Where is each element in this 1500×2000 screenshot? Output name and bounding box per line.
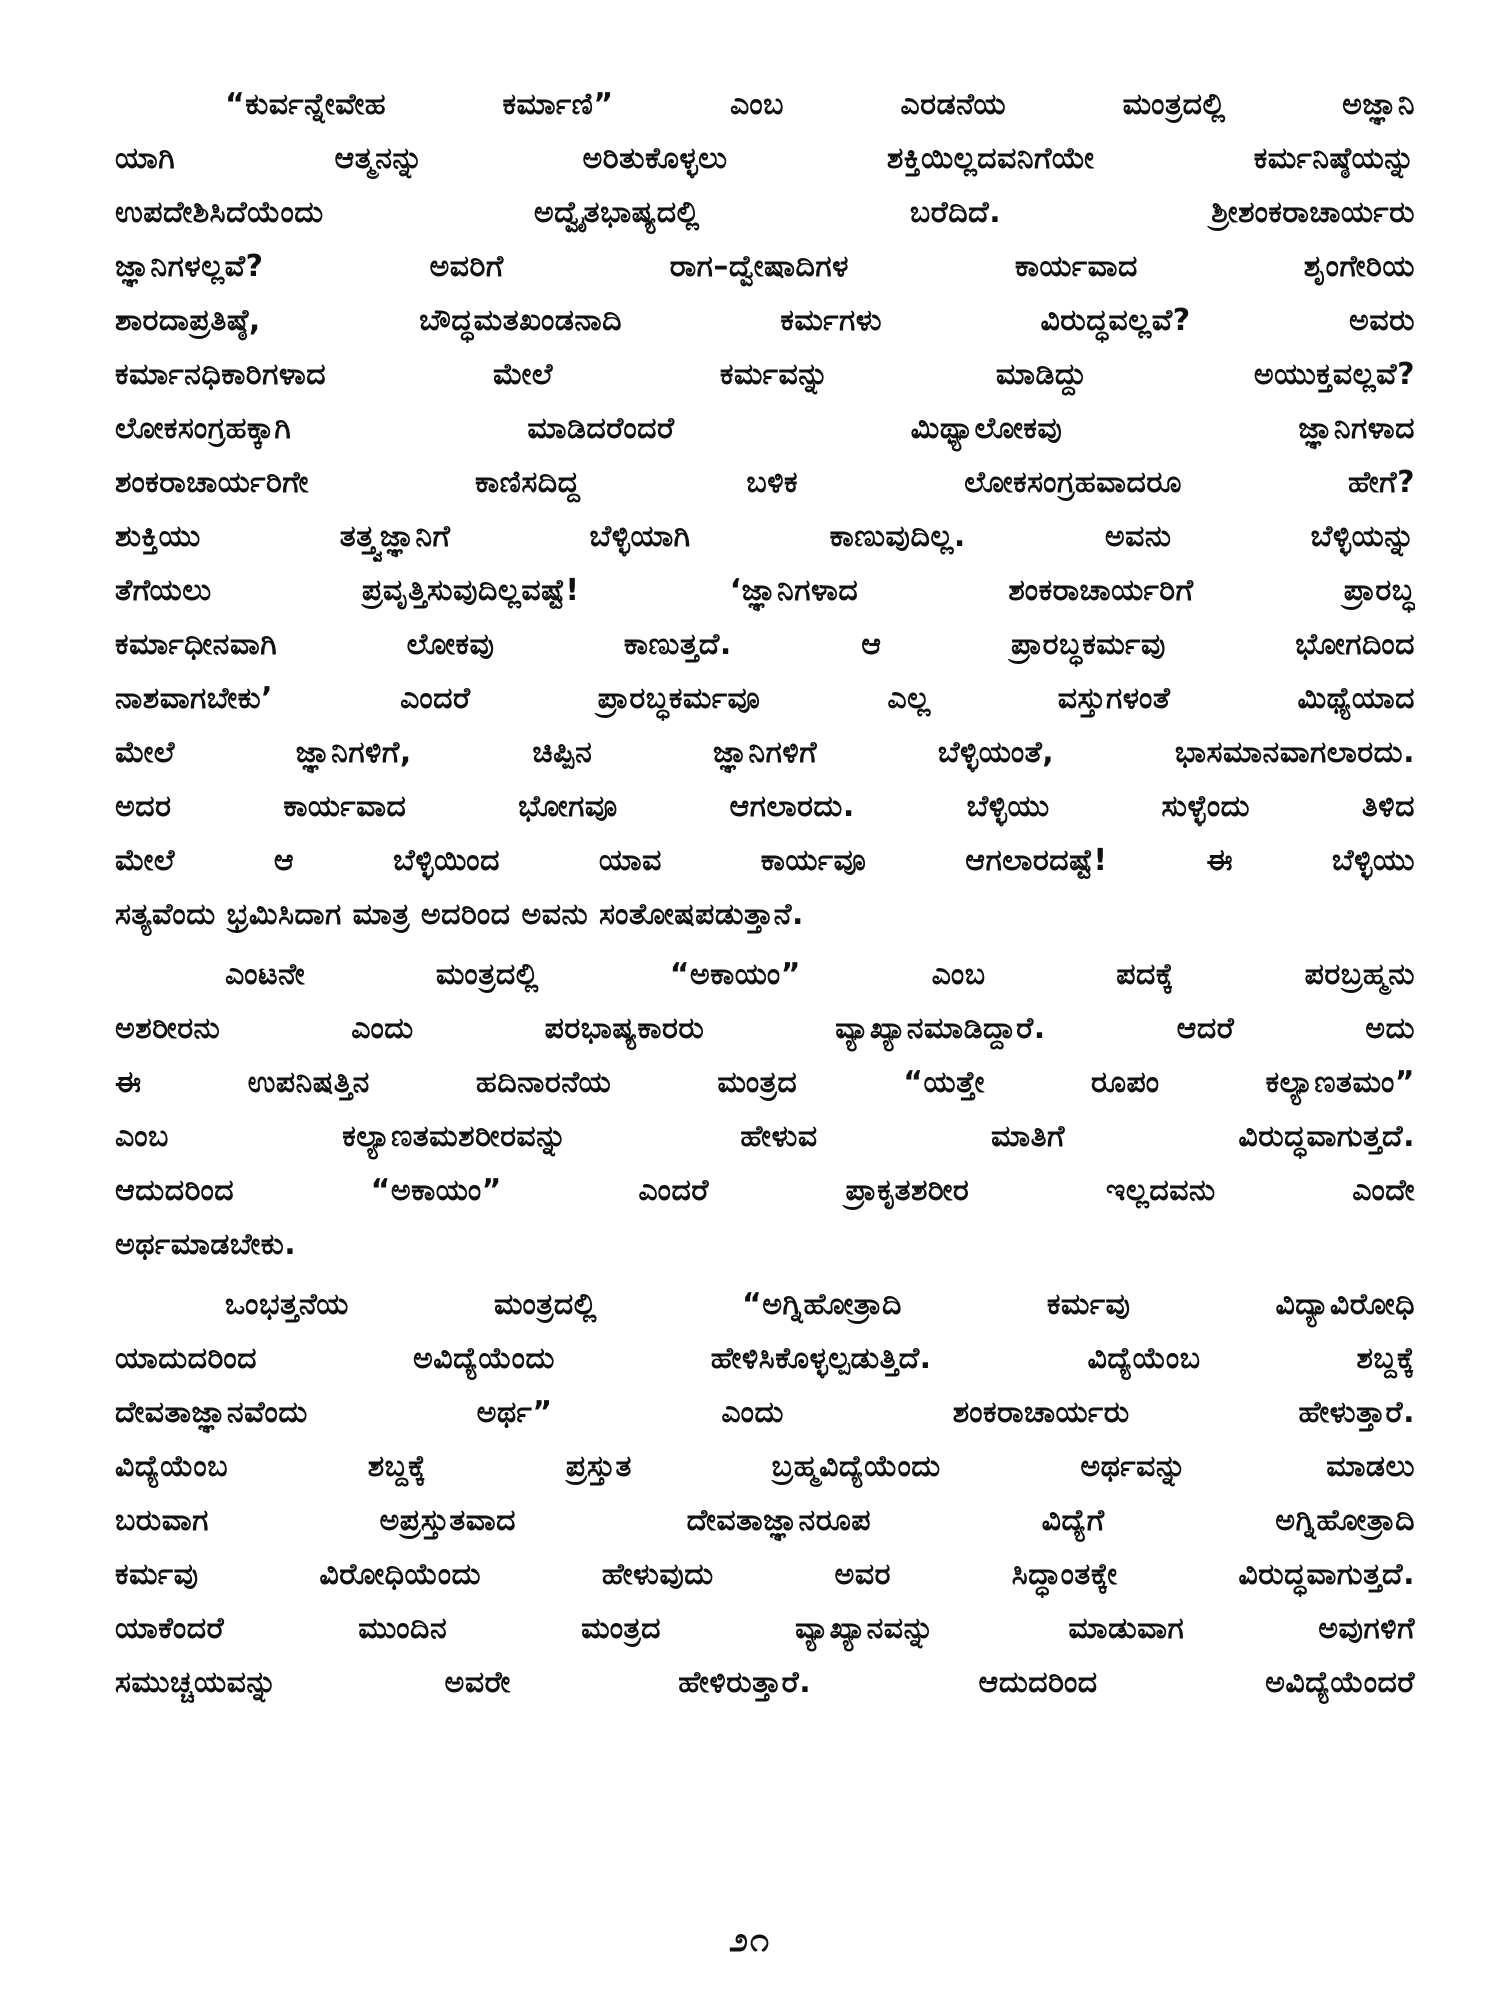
text-line: ಕರ್ಮವು ವಿರೋಧಿಯೆಂದು ಹೇಳುವುದು ಅವರ ಸಿದ್ಧಾಂತಕ್ಕೇ ವಿರುದ್ಧವಾಗುತ್ತದೆ.	[115, 1557, 1415, 1592]
text-line: ಅದರ ಕಾರ್ಯವಾದ ಭೋಗವೂ ಆಗಲಾರದು. ಬೆಳ್ಳಿಯು ಸುಳ್ಳೆಂದು ತಿಳಿದ	[115, 789, 1415, 824]
text-line: ಶಂಕರಾಚಾರ್ಯರಿಗೇ ಕಾಣಿಸದಿದ್ದ ಬಳಿಕ ಲೋಕಸಂಗ್ರಹವಾದರೂ ಹೇಗೆ?	[115, 465, 1415, 500]
text-line: ಯಾಗಿ ಆತ್ಮನನ್ನು ಅರಿತುಕೊಳ್ಳಲು ಶಕ್ತಿಯಿಲ್ಲದವನಿಗೆಯೇ ಕರ್ಮನಿಷ್ಠೆಯನ್ನು	[115, 141, 1415, 176]
text-line: ಸಮುಚ್ಚಯವನ್ನು ಅವರೇ ಹೇಳಿರುತ್ತಾರೆ. ಆದುದರಿಂದ ಅವಿದ್ಯೆಯೆಂದರೆ	[115, 1665, 1415, 1700]
text-line: ಶಾರದಾಪ್ರತಿಷ್ಠೆ, ಬೌದ್ಧಮತಖಂಡನಾದಿ ಕರ್ಮಗಳು ವಿರುದ್ಧವಲ್ಲವೆ? ಅವರು	[115, 303, 1415, 338]
text-line: ಮೇಲೆ ಜ್ಞಾನಿಗಳಿಗೆ, ಚಿಪ್ಪಿನ ಜ್ಞಾನಿಗಳಿಗೆ ಬೆಳ್ಳಿಯಂತೆ, ಭಾಸಮಾನವಾಗಲಾರದು.	[115, 735, 1415, 770]
text-line: ಶುಕ್ತಿಯು ತತ್ತ್ವಜ್ಞಾನಿಗೆ ಬೆಳ್ಳಿಯಾಗಿ ಕಾಣುವುದಿಲ್ಲ. ಅವನು ಬೆಳ್ಳಿಯನ್ನು	[115, 519, 1415, 554]
text-line: ಬರುವಾಗ ಅಪ್ರಸ್ತುತವಾದ ದೇವತಾಜ್ಞಾನರೂಪ ವಿದ್ಯೆಗೆ ಅಗ್ನಿಹೋತ್ರಾದಿ	[115, 1503, 1415, 1538]
text-line: ಲೋಕಸಂಗ್ರಹಕ್ಕಾಗಿ ಮಾಡಿದರೆಂದರೆ ಮಿಥ್ಯಾಲೋಕವು ಜ್ಞಾನಿಗಳಾದ	[115, 411, 1415, 446]
page-number: ೨೧	[728, 1920, 772, 1960]
text-line: ಎಂಬ ಕಲ್ಯಾಣತಮಶರೀರವನ್ನು ಹೇಳುವ ಮಾತಿಗೆ ವಿರುದ್ಧವಾಗುತ್ತದೆ.	[115, 1119, 1415, 1154]
text-line: ಕರ್ಮಾಧೀನವಾಗಿ ಲೋಕವು ಕಾಣುತ್ತದೆ. ಆ ಪ್ರಾರಬ್ಧಕರ್ಮವು ಭೋಗದಿಂದ	[115, 627, 1415, 662]
text-line: ಯಾದುದರಿಂದ ಅವಿದ್ಯೆಯೆಂದು ಹೇಳಿಸಿಕೊಳ್ಳಲ್ಪಡುತ್ತಿದೆ. ವಿದ್ಯೆಯೆಂಬ ಶಬ್ದಕ್ಕೆ	[115, 1341, 1415, 1376]
text-line: ಸತ್ಯವೆಂದು ಭ್ರಮಿಸಿದಾಗ ಮಾತ್ರ ಅದರಿಂದ ಅವನು ಸಂತೋಷಪಡುತ್ತಾನೆ.	[115, 897, 804, 932]
text-line: ಯಾಕೆಂದರೆ ಮುಂದಿನ ಮಂತ್ರದ ವ್ಯಾಖ್ಯಾನವನ್ನು ಮಾಡುವಾಗ ಅವುಗಳಿಗೆ	[115, 1611, 1415, 1646]
text-line: ಎಂಟನೇ ಮಂತ್ರದಲ್ಲಿ “ಅಕಾಯಂ” ಎಂಬ ಪದಕ್ಕೆ ಪರಬ್ರಹ್ಮನು	[225, 957, 1415, 992]
text-line: ಅರ್ಥಮಾಡಬೇಕು.	[115, 1227, 297, 1262]
text-line: ದೇವತಾಜ್ಞಾನವೆಂದು ಅರ್ಥ” ಎಂದು ಶಂಕರಾಚಾರ್ಯರು ಹೇಳುತ್ತಾರೆ.	[115, 1395, 1415, 1430]
text-line: ತೆಗೆಯಲು ಪ್ರವೃತ್ತಿಸುವುದಿಲ್ಲವಷ್ಟೆ! ‘ಜ್ಞಾನಿಗಳಾದ ಶಂಕರಾಚಾರ್ಯರಿಗೆ ಪ್ರಾರಬ್ಧ	[115, 573, 1415, 608]
paragraph-2	[115, 948, 1415, 1272]
text-line: ಜ್ಞಾನಿಗಳಲ್ಲವೆ? ಅವರಿಗೆ ರಾಗ–ದ್ವೇಷಾದಿಗಳ ಕಾರ್ಯವಾದ ಶೃಂಗೇರಿಯ	[115, 249, 1415, 284]
text-line: ಕರ್ಮಾನಧಿಕಾರಿಗಳಾದ ಮೇಲೆ ಕರ್ಮವನ್ನು ಮಾಡಿದ್ದು ಅಯುಕ್ತವಲ್ಲವೆ?	[115, 357, 1415, 392]
page-body	[115, 78, 1415, 1710]
text-line: ಆದುದರಿಂದ “ಅಕಾಯಂ” ಎಂದರೆ ಪ್ರಾಕೃತಶರೀರ ಇಲ್ಲದವನು ಎಂದೇ	[115, 1173, 1415, 1208]
paragraph-3	[115, 1278, 1415, 1710]
text-line: ನಾಶವಾಗಬೇಕು’ ಎಂದರೆ ಪ್ರಾರಬ್ಧಕರ್ಮವೂ ಎಲ್ಲ ವಸ್ತುಗಳಂತೆ ಮಿಥ್ಯೆಯಾದ	[115, 681, 1415, 716]
text-line: ವಿದ್ಯೆಯೆಂಬ ಶಬ್ದಕ್ಕೆ ಪ್ರಸ್ತುತ ಬ್ರಹ್ಮವಿದ್ಯೆಯೆಂದು ಅರ್ಥವನ್ನು ಮಾಡಲು	[115, 1449, 1415, 1484]
text-line: ಈ ಉಪನಿಷತ್ತಿನ ಹದಿನಾರನೆಯ ಮಂತ್ರದ “ಯತ್ತೇ ರೂಪಂ ಕಲ್ಯಾಣತಮಂ”	[115, 1065, 1415, 1100]
text-line: ಅಶರೀರನು ಎಂದು ಪರಭಾಷ್ಯಕಾರರು ವ್ಯಾಖ್ಯಾನಮಾಡಿದ್ದಾರೆ. ಆದರೆ ಅದು	[115, 1011, 1415, 1046]
paragraph-1	[115, 78, 1415, 942]
text-line: ಉಪದೇಶಿಸಿದೆಯೆಂದು ಅದ್ವೈತಭಾಷ್ಯದಲ್ಲಿ ಬರೆದಿದೆ. ಶ್ರೀಶಂಕರಾಚಾರ್ಯರು	[115, 195, 1415, 230]
text-line: “ಕುರ್ವನ್ನೇವೇಹ ಕರ್ಮಾಣಿ” ಎಂಬ ಎರಡನೆಯ ಮಂತ್ರದಲ್ಲಿ ಅಜ್ಞಾನಿ	[225, 87, 1415, 122]
text-line: ಮೇಲೆ ಆ ಬೆಳ್ಳಿಯಿಂದ ಯಾವ ಕಾರ್ಯವೂ ಆಗಲಾರದಷ್ಟೆ! ಈ ಬೆಳ್ಳಿಯು	[115, 843, 1415, 878]
text-line: ಒಂಭತ್ತನೆಯ ಮಂತ್ರದಲ್ಲಿ “ಅಗ್ನಿಹೋತ್ರಾದಿ ಕರ್ಮವು ವಿದ್ಯಾವಿರೋಧಿ	[225, 1287, 1415, 1322]
